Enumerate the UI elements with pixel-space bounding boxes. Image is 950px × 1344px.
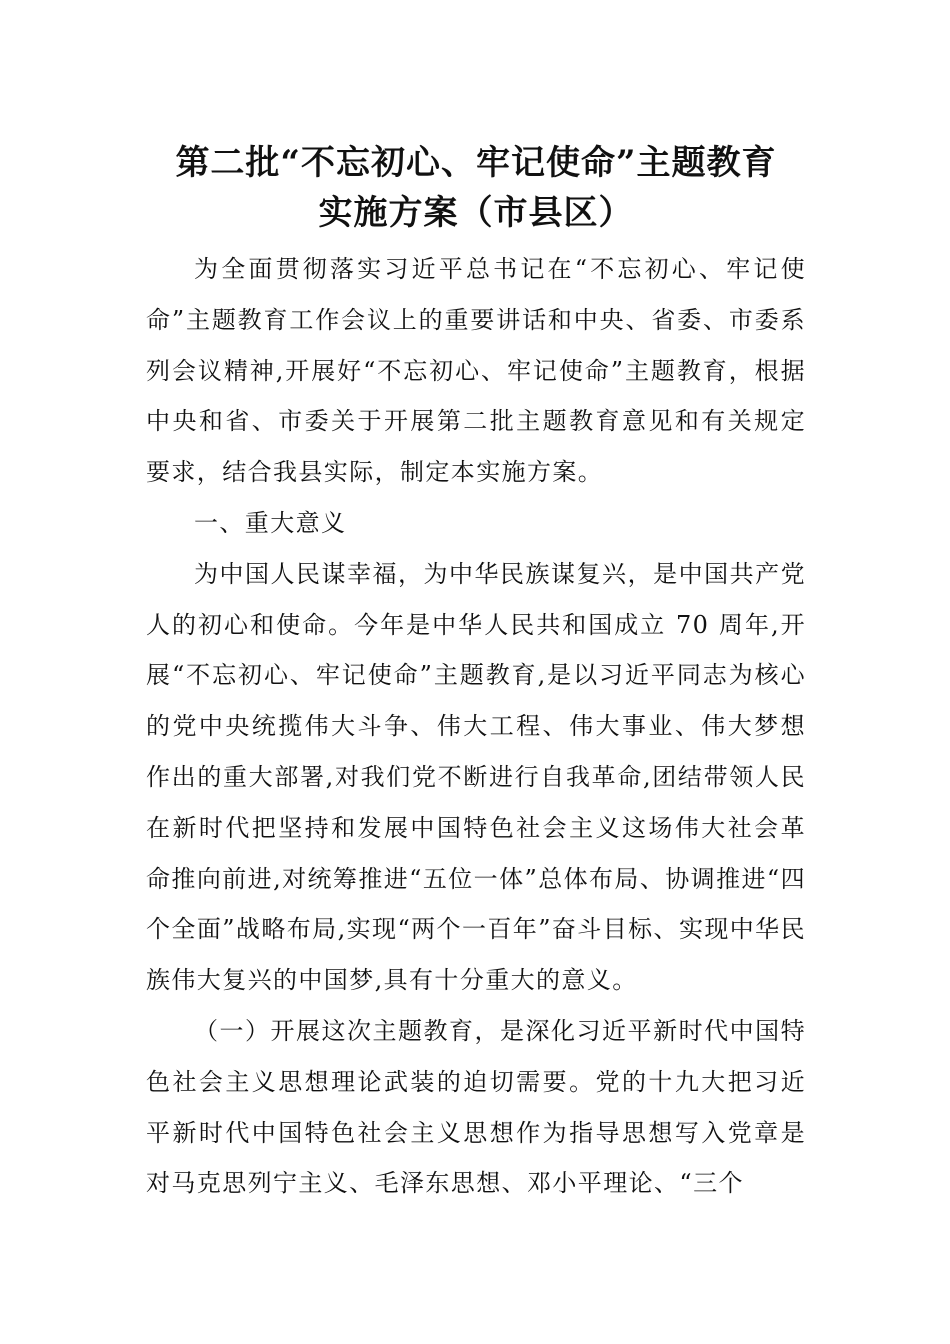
document-body xyxy=(146,244,806,1209)
intro-paragraph: 为全面贯彻落实习近平总书记在“不忘初心、牢记使命”主题教育工作会议上的重要讲话和中央、省委、市委系列会议精神,开展好“不忘初心、牢记使命”主题教育，根据中央和省、市委关于开展第二批主题教育意见和有关规定要求，结合我县实际，制定本实施方案。 xyxy=(146,255,806,487)
document-title xyxy=(146,138,806,238)
document-page xyxy=(146,138,806,1209)
title-line-1: 第二批“不忘初心、牢记使命”主题教育 xyxy=(175,143,777,183)
section-1-paragraph: 为中国人民谋幸福，为中华民族谋复兴，是中国共产党人的初心和使命。今年是中华人民共和国成立 70 周年,开展“不忘初心、牢记使命”主题教育,是以习近平同志为核心的党中央统揽伟大斗争、伟大工程、伟大事业、伟大梦想作出的重大部署,对我们党不断进行自我革命,团结带领人民在新时代把坚持和发展中国特色社会主义这场伟大社会革命推向前进,对统筹推进“五位一体”总体布局、协调推进“四个全面”战略布局,实现“两个一百年”奋斗目标、实现中华民族伟大复兴的中国梦,具有十分重大的意义。 xyxy=(146,559,806,995)
title-line-2: 实施方案（市县区） xyxy=(318,193,634,233)
section-heading-1: 一、重大意义 xyxy=(194,508,347,537)
subsection-1-paragraph: （一）开展这次主题教育，是深化习近平新时代中国特色社会主义思想理论武装的迫切需要。党的十九大把习近平新时代中国特色社会主义思想作为指导思想写入党章是对马克思列宁主义、毛泽东思想、邓小平理论、“三个 xyxy=(146,1016,806,1198)
